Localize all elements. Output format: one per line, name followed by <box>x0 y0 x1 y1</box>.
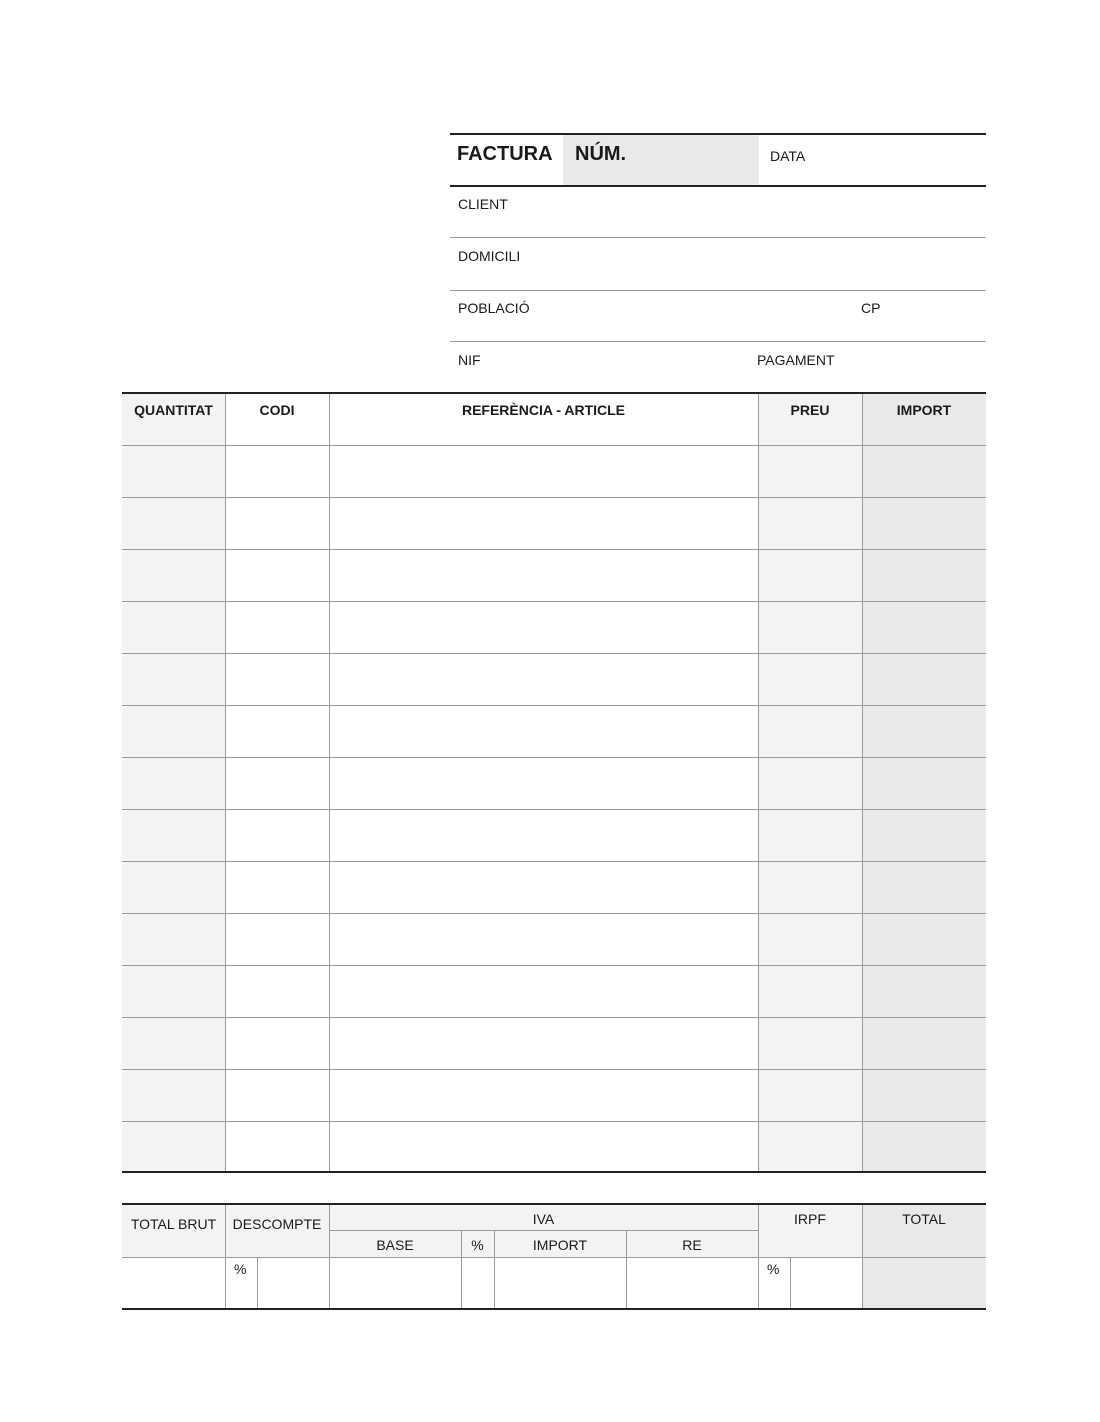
item-row-rule <box>122 445 986 446</box>
item-row-rule <box>122 861 986 862</box>
item-row-rule <box>122 601 986 602</box>
invoice-header <box>450 133 986 394</box>
column-divider <box>225 394 226 1171</box>
date-label: DATA <box>770 148 806 164</box>
column-header-amount: IMPORT <box>896 402 952 418</box>
quantity-column-shade <box>122 394 225 1171</box>
postcode-label: CP <box>861 300 881 316</box>
header-rule-town <box>450 341 986 342</box>
payment-label: PAGAMENT <box>757 352 835 368</box>
amount-column-shade <box>862 394 986 1171</box>
items-table <box>122 392 986 1173</box>
town-label: POBLACIÓ <box>458 300 530 316</box>
gross-total-label: TOTAL BRUT <box>130 1216 217 1232</box>
tax-id-label: NIF <box>458 352 481 368</box>
column-header-code: CODI <box>259 402 295 418</box>
vat-percent-label: % <box>471 1237 484 1253</box>
column-divider <box>790 1257 791 1308</box>
withholding-percent-label: % <box>767 1261 780 1277</box>
totals-table <box>122 1203 986 1310</box>
items-bottom-rule <box>122 1171 986 1173</box>
item-row-rule <box>122 809 986 810</box>
address-label: DOMICILI <box>458 248 521 264</box>
invoice-title: FACTURA <box>457 143 553 165</box>
item-row-rule <box>122 549 986 550</box>
item-row-rule <box>122 1069 986 1070</box>
discount-percent-label: % <box>234 1261 247 1277</box>
header-rule-client <box>450 237 986 238</box>
header-title-rule <box>450 185 986 187</box>
column-header-price: PREU <box>790 402 830 418</box>
item-row-rule <box>122 757 986 758</box>
item-row-rule <box>122 965 986 966</box>
totals-top-rule <box>122 1203 986 1205</box>
header-top-rule <box>450 133 986 135</box>
item-row-rule <box>122 1121 986 1122</box>
withholding-label: IRPF <box>794 1211 826 1227</box>
column-header-reference: REFERÈNCIA - ARTICLE <box>461 402 626 418</box>
total-label: TOTAL <box>902 1211 946 1227</box>
header-rule-address <box>450 290 986 291</box>
vat-amount-label: IMPORT <box>532 1237 588 1253</box>
surcharge-label: RE <box>682 1237 702 1253</box>
items-top-rule <box>122 392 986 394</box>
client-label: CLIENT <box>458 196 508 212</box>
vat-sub-rule <box>329 1230 758 1231</box>
column-divider <box>862 394 863 1171</box>
item-row-rule <box>122 1017 986 1018</box>
column-divider <box>257 1257 258 1308</box>
invoice-number-label: NÚM. <box>575 143 627 165</box>
item-row-rule <box>122 705 986 706</box>
column-divider <box>758 394 759 1171</box>
discount-label: DESCOMPTE <box>232 1216 322 1232</box>
price-column-shade <box>758 394 862 1171</box>
totals-bottom-rule <box>122 1308 986 1310</box>
vat-label: IVA <box>532 1211 555 1227</box>
item-row-rule <box>122 653 986 654</box>
item-row-rule <box>122 913 986 914</box>
item-row-rule <box>122 497 986 498</box>
column-header-quantity: QUANTITAT <box>134 402 213 418</box>
totals-header-rule <box>122 1257 986 1258</box>
vat-base-label: BASE <box>376 1237 414 1253</box>
column-divider <box>329 394 330 1171</box>
